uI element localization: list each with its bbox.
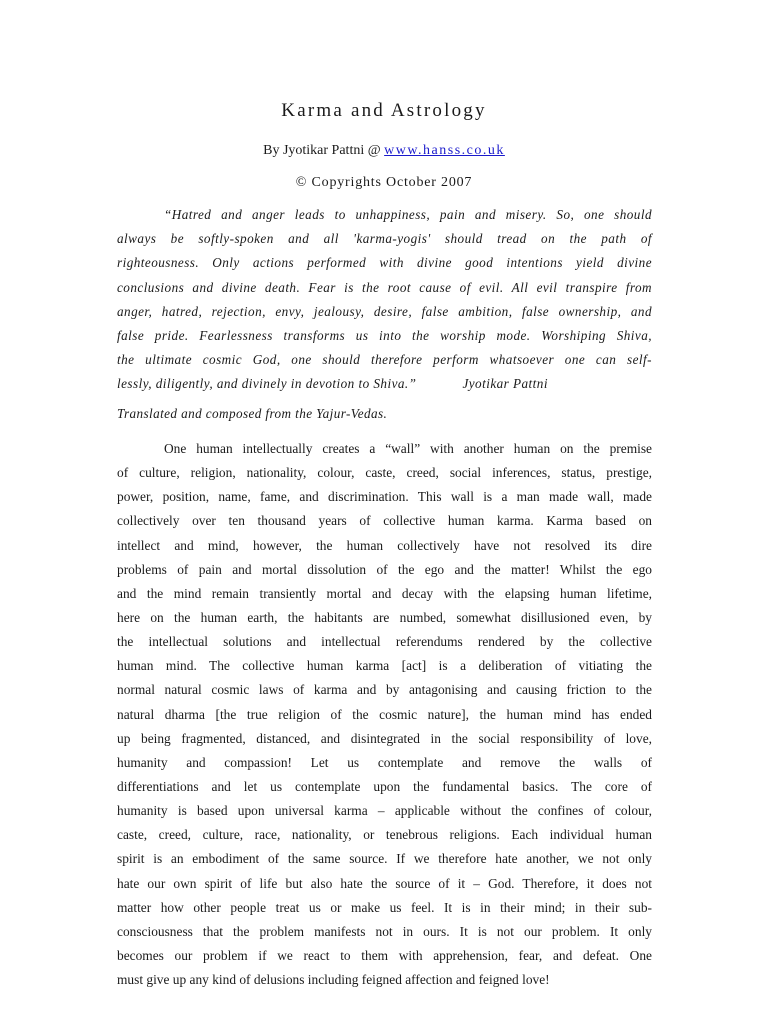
- byline: [0, 143, 768, 159]
- quote-line: “Hatred and anger leads to unhappiness, pain and misery. So, one should: [164, 207, 652, 222]
- byline-prefix: By Jyotikar Pattni @: [263, 143, 385, 158]
- body-line: consciousness that the problem manifests not in ours. It is not our problem. It only: [117, 923, 652, 939]
- body-paragraph: [117, 437, 652, 992]
- body-line: intellect and mind, however, the human collectively have not resolved its dire: [117, 537, 652, 553]
- quote-line: lessly, diligently, and divinely in devotion to Shiva.”: [117, 376, 417, 392]
- quote-line: anger, hatred, rejection, envy, jealousy, desire, false ambition, false ownership, and: [117, 303, 652, 319]
- body-line: caste, creed, culture, race, nationality, or tenebrous religions. Each individual human: [117, 827, 652, 843]
- quote-line: righteousness. Only actions performed with divine good intentions yield divine: [117, 255, 652, 271]
- body-line: hate our own spirit of life but also hate the source of it – God. Therefore, it does not: [117, 875, 652, 891]
- quote-line: false pride. Fearlessness transforms us into the worship mode. Worshiping Shiva,: [117, 327, 652, 343]
- body-line: problems of pain and mortal dissolution of the ego and the matter! Whilst the ego: [117, 561, 652, 577]
- copyright-notice: © Copyrights October 2007: [295, 175, 473, 190]
- body-line: differentiations and let us contemplate upon the fundamental basics. The core of: [117, 778, 652, 794]
- body-line: the intellectual solutions and intellectual referendums rendered by the collective: [117, 634, 652, 650]
- body-line: One human intellectually creates a “wall” with another human on the premise: [164, 441, 652, 456]
- quote-author: Jyotikar Pattni: [462, 376, 548, 392]
- body-line: of culture, religion, nationality, colour, caste, creed, social inferences, status, prestige,: [117, 465, 652, 481]
- quote-block: [117, 203, 652, 397]
- body-line: power, position, name, fame, and discrimination. This wall is a man made wall, made: [117, 489, 652, 505]
- body-line: natural dharma [the true religion of the cosmic nature], the human mind has ended: [117, 706, 652, 722]
- quote-line: the ultimate cosmic God, one should therefore perform whatsoever one can self-: [117, 352, 652, 368]
- body-line: collectively over ten thousand years of collective human karma. Karma based on: [117, 513, 652, 529]
- body-line: up being fragmented, distanced, and disintegrated in the social responsibility of love,: [117, 730, 652, 746]
- quote-source: Translated and composed from the Yajur-Vedas.: [117, 406, 388, 421]
- body-line: becomes our problem if we react to them with apprehension, fear, and defeat. One: [117, 947, 652, 963]
- body-line: humanity and compassion! Let us contemplate and remove the walls of: [117, 754, 652, 770]
- body-line: spirit is an embodiment of the same source. If we therefore hate another, we not only: [117, 851, 652, 867]
- body-line: and the mind remain transiently mortal and decay with the elapsing human lifetime,: [117, 585, 652, 601]
- body-line: normal natural cosmic laws of karma and by antagonising and causing friction to the: [117, 682, 652, 698]
- quote-line: always be softly-spoken and all 'karma-yogis' should tread on the path of: [117, 231, 652, 247]
- quote-line: conclusions and divine death. Fear is the root cause of evil. All evil transpire from: [117, 279, 652, 295]
- website-link[interactable]: www.hanss.co.uk: [384, 143, 505, 158]
- document-title: Karma and Astrology: [281, 100, 487, 121]
- body-line: matter how other people treat us or make us feel. It is in their mind; in their sub-: [117, 899, 652, 915]
- quote-last-line: [117, 372, 652, 396]
- body-line: human mind. The collective human karma [act] is a deliberation of vitiating the: [117, 658, 652, 674]
- body-line: must give up any kind of delusions including feigned affection and feigned love!: [117, 972, 550, 988]
- body-line: here on the human earth, the habitants are numbed, somewhat disillusioned even, by: [117, 609, 652, 625]
- body-line: humanity is based upon universal karma – applicable without the confines of colour,: [117, 803, 652, 819]
